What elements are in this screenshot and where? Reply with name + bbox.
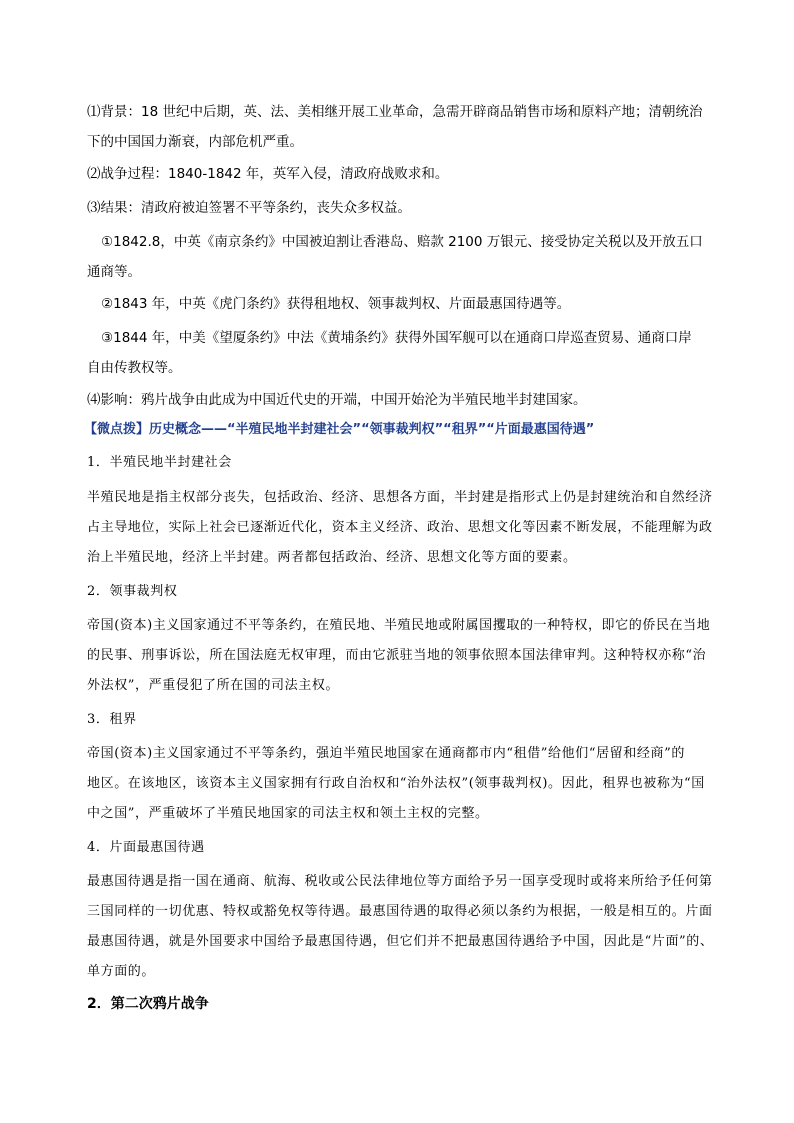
concept-heading-2: 2．领事裁判权 bbox=[87, 584, 178, 599]
concept-body-line: 单方面的。 bbox=[87, 964, 156, 979]
concept-heading-1: 1．半殖民地半封建社会 bbox=[87, 455, 232, 470]
section-heading-second-opium-war: 2．第二次鸦片战争 bbox=[87, 996, 209, 1012]
war-process-paragraph: ⑵战争过程：1840-1842 年，英军入侵，清政府战败求和。 bbox=[87, 166, 449, 182]
concept-body-line: 治上半殖民地，经济上半封建。两者都包括政治、经济、思想文化等方面的要素。 bbox=[87, 550, 577, 565]
result-paragraph: ⑶结果：清政府被迫签署不平等条约，丧失众多权益。 bbox=[87, 200, 411, 216]
concept-body-line: 三国同样的一切优惠、特权或豁免权等待遇。最惠国待遇的取得必须以条约为根据，一般是相互的。片面 bbox=[87, 904, 713, 919]
treaty-humen-line: ②1843 年，中英《虎门条约》获得租地权、领事裁判权、片面最惠国待遇等。 bbox=[101, 296, 571, 312]
treaty-nanjing-line: 通商等。 bbox=[87, 264, 141, 280]
concept-body-line: 帝国(资本)主义国家通过不平等条约，强迫半殖民地国家在通商都市内“租借”给他们“居留和经商”的 bbox=[87, 746, 685, 761]
concept-body-line: 占主导地位，实际上社会已逐渐近代化，资本主义经济、政治、思想文化等因素不断发展，不能理解为政 bbox=[87, 520, 713, 535]
concept-heading-4: 4．片面最惠国待遇 bbox=[87, 840, 205, 855]
treaty-nanjing-line: ①1842.8，中英《南京条约》中国被迫割让香港岛、赔款 2100 万银元、接受协定关税以及开放五口 bbox=[101, 234, 703, 250]
concept-body-line: 中之国”，严重破坏了半殖民地国家的司法主权和领土主权的完整。 bbox=[87, 806, 489, 821]
tip-heading: 【微点拨】历史概念——“半殖民地半封建社会”“领事裁判权”“租界”“片面最惠国待遇” bbox=[84, 422, 595, 437]
concept-body-line: 帝国(资本)主义国家通过不平等条约，在殖民地、半殖民地或附属国攫取的一种特权，即它的侨民在当地 bbox=[87, 618, 711, 633]
concept-heading-3: 3．租界 bbox=[87, 712, 137, 727]
impact-paragraph: ⑷影响：鸦片战争由此成为中国近代史的开端，中国开始沦为半殖民地半封建国家。 bbox=[87, 392, 587, 408]
concept-body-line: 的民事、刑事诉讼，所在国法庭无权审理，而由它派驻当地的领事依照本国法律审判。这种特权亦称“治 bbox=[87, 648, 707, 663]
concept-body-line: 地区。在该地区，该资本主义国家拥有行政自治权和“治外法权”(领事裁判权)。因此，租界也被称为“国 bbox=[87, 776, 705, 791]
concept-body-line: 外法权”，严重侵犯了所在国的司法主权。 bbox=[87, 678, 340, 693]
treaty-wangxia-line: 自由传教权等。 bbox=[87, 360, 182, 376]
treaty-wangxia-line: ③1844 年，中美《望厦条约》中法《黄埔条约》获得外国军舰可以在通商口岸巡查贸易、通商口岸 bbox=[101, 330, 692, 346]
concept-body-line: 半殖民地是指主权部分丧失，包括政治、经济、思想各方面，半封建是指形式上仍是封建统治和自然经济 bbox=[87, 490, 713, 505]
concept-body-line: 最惠国待遇，就是外国要求中国给予最惠国待遇，但它们并不把最惠国待遇给予中国，因此是“片面”的、 bbox=[87, 934, 714, 949]
concept-body-line: 最惠国待遇是指一国在通商、航海、税收或公民法律地位等方面给予另一国享受现时或将来所给予任何第 bbox=[87, 874, 713, 889]
background-paragraph-line: ⑴背景：18 世纪中后期，英、法、美相继开展工业革命，急需开辟商品销售市场和原料产地；清朝统治 bbox=[87, 104, 703, 120]
background-paragraph-line: 下的中国国力渐衰，内部危机严重。 bbox=[87, 134, 303, 150]
